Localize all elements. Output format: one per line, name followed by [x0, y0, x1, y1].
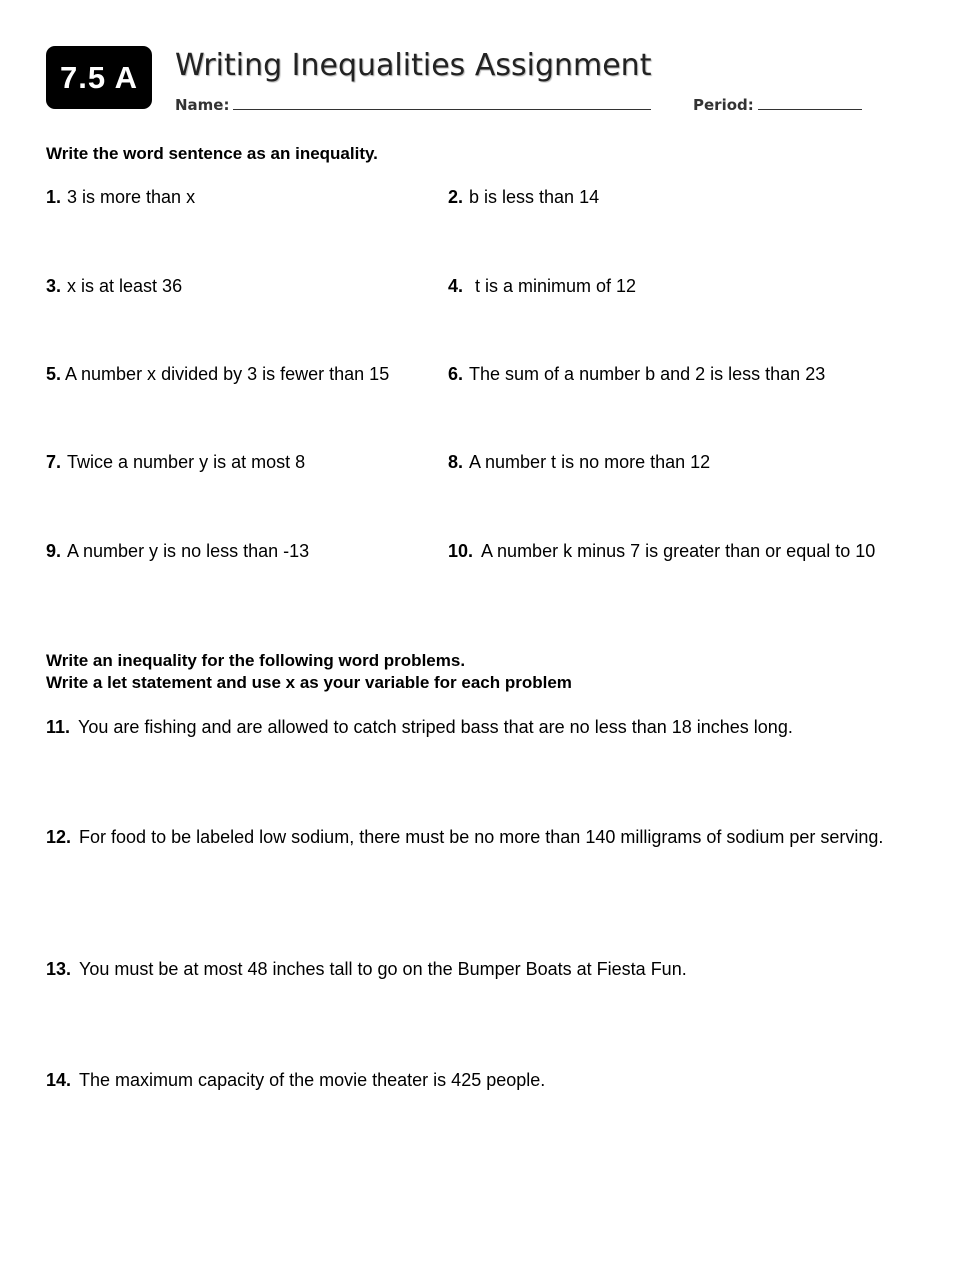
question-12 — [46, 826, 906, 848]
question-number: 3. — [46, 276, 62, 296]
question-8 — [448, 451, 710, 473]
question-number: 9. — [46, 541, 62, 561]
lesson-badge: 7.5 A — [46, 46, 152, 109]
question-number: 14. — [46, 1070, 72, 1090]
question-text: x is at least 36 — [67, 276, 183, 296]
section2-instruction-2: Write a let statement and use x as your variable for each problem — [46, 673, 572, 692]
question-text: 3 is more than x — [67, 187, 196, 207]
question-1 — [46, 186, 195, 208]
question-5 — [46, 363, 389, 385]
question-number: 12. — [46, 827, 72, 847]
question-number: 4. — [448, 276, 464, 296]
question-text: b is less than 14 — [469, 187, 600, 207]
period-blank[interactable] — [758, 95, 862, 110]
question-text: The maximum capacity of the movie theater is 425 people. — [79, 1070, 546, 1090]
question-number: 7. — [46, 452, 62, 472]
question-text: Twice a number y is at most 8 — [67, 452, 306, 472]
name-field[interactable] — [175, 95, 651, 114]
question-text: A number k minus 7 is greater than or equal to 10 — [481, 541, 876, 561]
question-14 — [46, 1069, 906, 1091]
question-number: 13. — [46, 959, 72, 979]
question-9 — [46, 540, 309, 562]
question-text: A number t is no more than 12 — [469, 452, 711, 472]
question-2 — [448, 186, 599, 208]
question-7 — [46, 451, 305, 473]
question-3 — [46, 275, 182, 297]
question-6 — [448, 363, 825, 385]
question-text: A number x divided by 3 is fewer than 15 — [65, 364, 390, 384]
question-10 — [448, 540, 875, 562]
question-text: t is a minimum of 12 — [475, 276, 637, 296]
question-text: You must be at most 48 inches tall to go on the Bumper Boats at Fiesta Fun. — [79, 959, 687, 979]
question-4 — [448, 275, 636, 297]
section2-instruction-1: Write an inequality for the following word problems. — [46, 651, 466, 670]
question-text: A number y is no less than -13 — [67, 541, 310, 561]
question-text: For food to be labeled low sodium, there must be no more than 140 milligrams of sodium per serving. — [79, 827, 884, 847]
question-number: 10. — [448, 541, 474, 561]
question-13 — [46, 958, 906, 980]
question-number: 6. — [448, 364, 464, 384]
question-text: The sum of a number b and 2 is less than 23 — [469, 364, 826, 384]
name-blank[interactable] — [233, 95, 651, 110]
page-title: Writing Inequalities Assignment — [175, 48, 652, 83]
section1-instruction: Write the word sentence as an inequality. — [46, 144, 378, 163]
question-number: 1. — [46, 187, 62, 207]
question-number: 8. — [448, 452, 464, 472]
period-field[interactable] — [693, 95, 862, 114]
question-text: You are fishing and are allowed to catch striped bass that are no less than 18 inches long. — [78, 717, 793, 737]
question-11 — [46, 716, 906, 738]
question-number: 2. — [448, 187, 464, 207]
period-label: Period: — [693, 96, 754, 114]
question-number: 11. — [46, 717, 71, 737]
name-label: Name: — [175, 96, 230, 114]
question-number: 5. — [46, 364, 62, 384]
